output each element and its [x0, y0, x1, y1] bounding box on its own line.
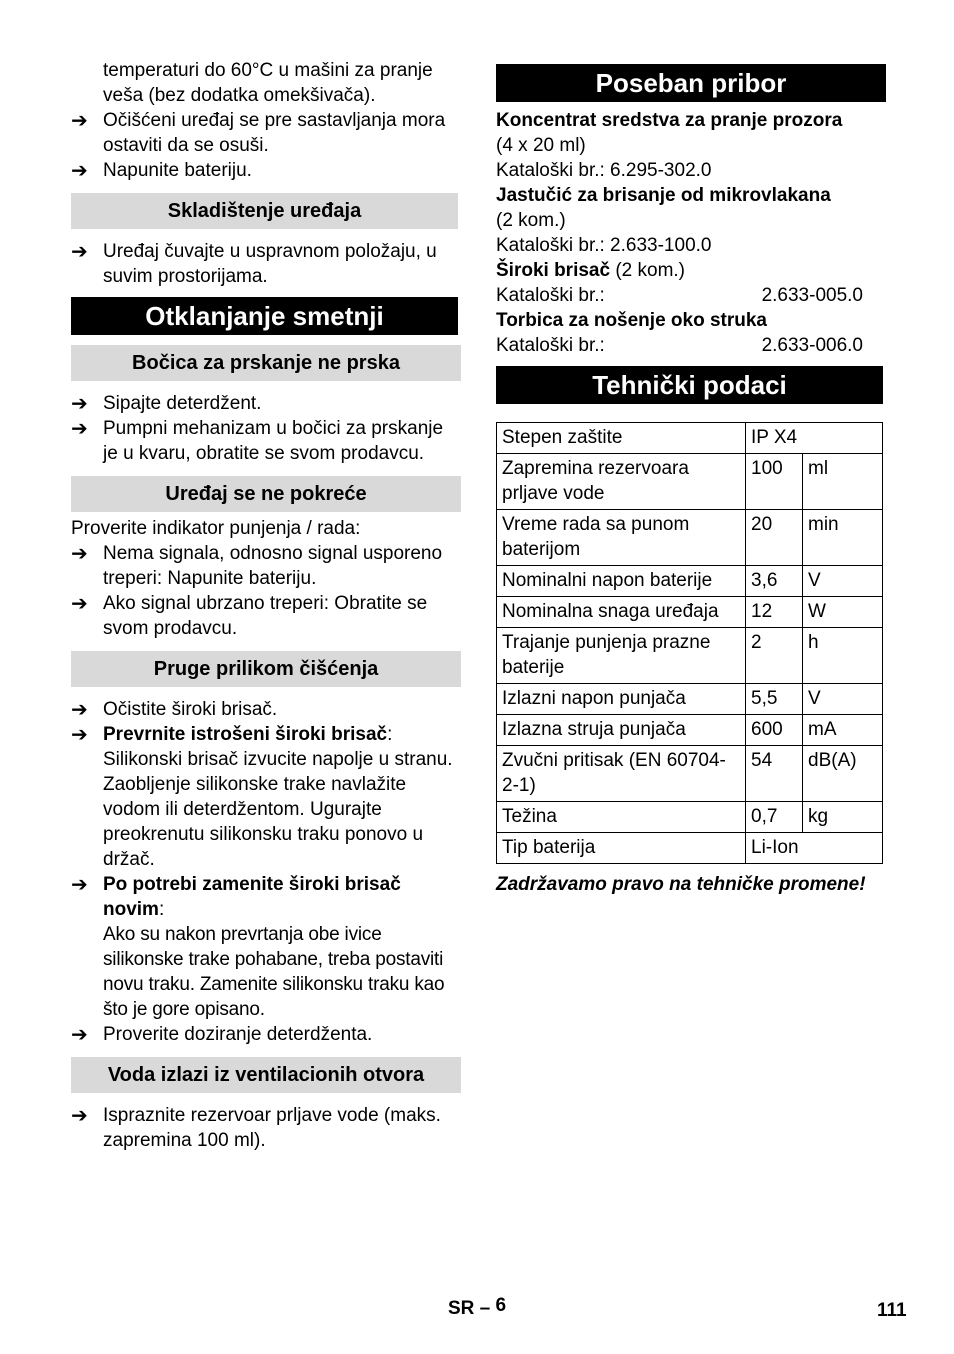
list-item: ➔ Ako signal ubrzano treperi: Obratite se svom prodavcu.: [71, 591, 428, 639]
arrow-icon: ➔: [71, 158, 88, 182]
spec-unit: mA: [803, 715, 883, 746]
spec-label: Stepen zaštite: [497, 423, 746, 454]
accessory-qty: (4 x 20 ml): [496, 135, 586, 156]
table-row: [497, 746, 883, 802]
table-row: [497, 833, 883, 864]
table-row: [497, 510, 883, 566]
list-item: ➔ Ispraznite rezervoar prljave vode (maks. zapremina 100 ml).: [71, 1103, 441, 1151]
spec-unit: V: [803, 684, 883, 715]
accessory-name: Torbica za nošenje oko struka: [496, 310, 768, 331]
arrow-icon: ➔: [71, 108, 88, 132]
left-column: [71, 58, 461, 1153]
spec-value: 2: [746, 628, 803, 684]
spec-label: Težina: [497, 802, 746, 833]
list-item: ➔ Pumpni mehanizam u bočici za prskanje je u kvaru, obratite se svom prodavcu.: [71, 416, 444, 464]
arrow-icon: ➔: [71, 1103, 88, 1127]
table-row: [497, 597, 883, 628]
arrow-icon: ➔: [71, 416, 88, 440]
table-row: [497, 423, 883, 454]
spec-value: 54: [746, 746, 803, 802]
spec-unit: ml: [803, 454, 883, 510]
arrow-icon: ➔: [71, 722, 88, 746]
table-row: [497, 715, 883, 746]
accessory-catalog: Kataloški br.: 2.633-006.0: [496, 335, 863, 356]
spec-label: Trajanje punjenja prazne baterije: [497, 628, 746, 684]
section-heading: Skladištenje uređaja: [71, 193, 458, 229]
spec-unit: kg: [803, 802, 883, 833]
spec-value: Li-Ion: [746, 833, 883, 864]
footer-section: SR – 6: [448, 1295, 507, 1319]
paragraph: Ako su nakon prevrtanja obe ivice silikonske trake pohabane, treba postaviti novu traku. Zamenite silikonsku traku kao što je gore opisano.: [103, 924, 445, 1020]
page-number: 111: [877, 1300, 907, 1321]
arrow-icon: ➔: [71, 872, 88, 896]
spec-unit: h: [803, 628, 883, 684]
paragraph: Silikonski brisač izvucite napolje u stranu. Zaobljenje silikonske trake navlažite vodom ili deterdžentom. Ugurajte preokrenutu silikonsku traku ponovo u držač.: [103, 749, 453, 870]
section-heading: Uređaj se ne pokreće: [71, 476, 461, 512]
spec-unit: V: [803, 566, 883, 597]
section-heading: Bočica za prskanje ne prska: [71, 345, 461, 381]
list-item: ➔ Po potrebi zamenite široki brisač novim:: [71, 872, 401, 920]
arrow-icon: ➔: [71, 239, 88, 263]
table-row: [497, 802, 883, 833]
spec-value: 600: [746, 715, 803, 746]
arrow-icon: ➔: [71, 591, 88, 615]
spec-label: Zvučni pritisak (EN 60704-2-1): [497, 746, 746, 802]
accessory-catalog: Kataloški br.: 6.295-302.0: [496, 160, 712, 181]
list-item: ➔ Nema signala, odnosno signal usporeno treperi: Napunite bateriju.: [71, 541, 443, 589]
spec-table: [496, 422, 883, 864]
table-row: [497, 628, 883, 684]
list-item: ➔ Prevrnite istrošeni široki brisač:: [71, 722, 393, 746]
chapter-heading: Poseban pribor: [496, 64, 886, 102]
paragraph: Proverite indikator punjenja / rada:: [71, 518, 361, 539]
spec-unit: dB(A): [803, 746, 883, 802]
list-item: ➔ Napunite bateriju.: [71, 158, 252, 182]
chapter-heading: Tehnički podaci: [496, 366, 883, 404]
spec-value: 3,6: [746, 566, 803, 597]
spec-unit: min: [803, 510, 883, 566]
spec-value: 100: [746, 454, 803, 510]
accessory-catalog: Kataloški br.: 2.633-100.0: [496, 235, 712, 256]
spec-label: Zapremina rezervoara prljave vode: [497, 454, 746, 510]
spec-value: 20: [746, 510, 803, 566]
arrow-icon: ➔: [71, 541, 88, 565]
section-heading: Voda izlazi iz ventilacionih otvora: [71, 1057, 461, 1093]
list-item: ➔ Proverite doziranje deterdženta.: [71, 1022, 373, 1046]
accessory-line: Široki brisač (2 kom.): [496, 260, 686, 281]
arrow-icon: ➔: [71, 1022, 88, 1046]
disclaimer-note: Zadržavamo pravo na tehničke promene!: [496, 874, 866, 895]
list-item: ➔ Očišćeni uređaj se pre sastavljanja mora ostaviti da se osuši.: [71, 108, 446, 156]
table-row: [497, 684, 883, 715]
chapter-heading: Otklanjanje smetnji: [71, 297, 458, 335]
spec-table-body: [497, 423, 883, 864]
spec-label: Izlazni napon punjača: [497, 684, 746, 715]
accessory-catalog: Kataloški br.: 2.633-005.0: [496, 285, 863, 306]
paragraph: temperaturi do 60°C u mašini za pranje veša (bez dodatka omekšivača).: [103, 60, 433, 106]
arrow-icon: ➔: [71, 697, 88, 721]
spec-value: 12: [746, 597, 803, 628]
spec-label: Nominalni napon baterije: [497, 566, 746, 597]
spec-value: IP X4: [746, 423, 883, 454]
table-row: [497, 454, 883, 510]
spec-value: 0,7: [746, 802, 803, 833]
arrow-icon: ➔: [71, 391, 88, 415]
table-row: [497, 566, 883, 597]
accessory-qty: (2 kom.): [496, 210, 566, 231]
list-item: ➔ Sipajte deterdžent.: [71, 391, 262, 415]
spec-label: Tip baterija: [497, 833, 746, 864]
spec-label: Nominalna snaga uređaja: [497, 597, 746, 628]
right-column: [496, 64, 886, 897]
spec-label: Vreme rada sa punom baterijom: [497, 510, 746, 566]
spec-unit: W: [803, 597, 883, 628]
list-item: ➔ Očistite široki brisač.: [71, 697, 278, 721]
spec-label: Izlazna struja punjača: [497, 715, 746, 746]
accessory-name: Jastučić za brisanje od mikrovlakana: [496, 185, 831, 206]
section-heading: Pruge prilikom čišćenja: [71, 651, 461, 687]
list-item: ➔ Uređaj čuvajte u uspravnom položaju, u suvim prostorijama.: [71, 239, 437, 287]
spec-value: 5,5: [746, 684, 803, 715]
accessory-name: Koncentrat sredstva za pranje prozora: [496, 110, 843, 131]
